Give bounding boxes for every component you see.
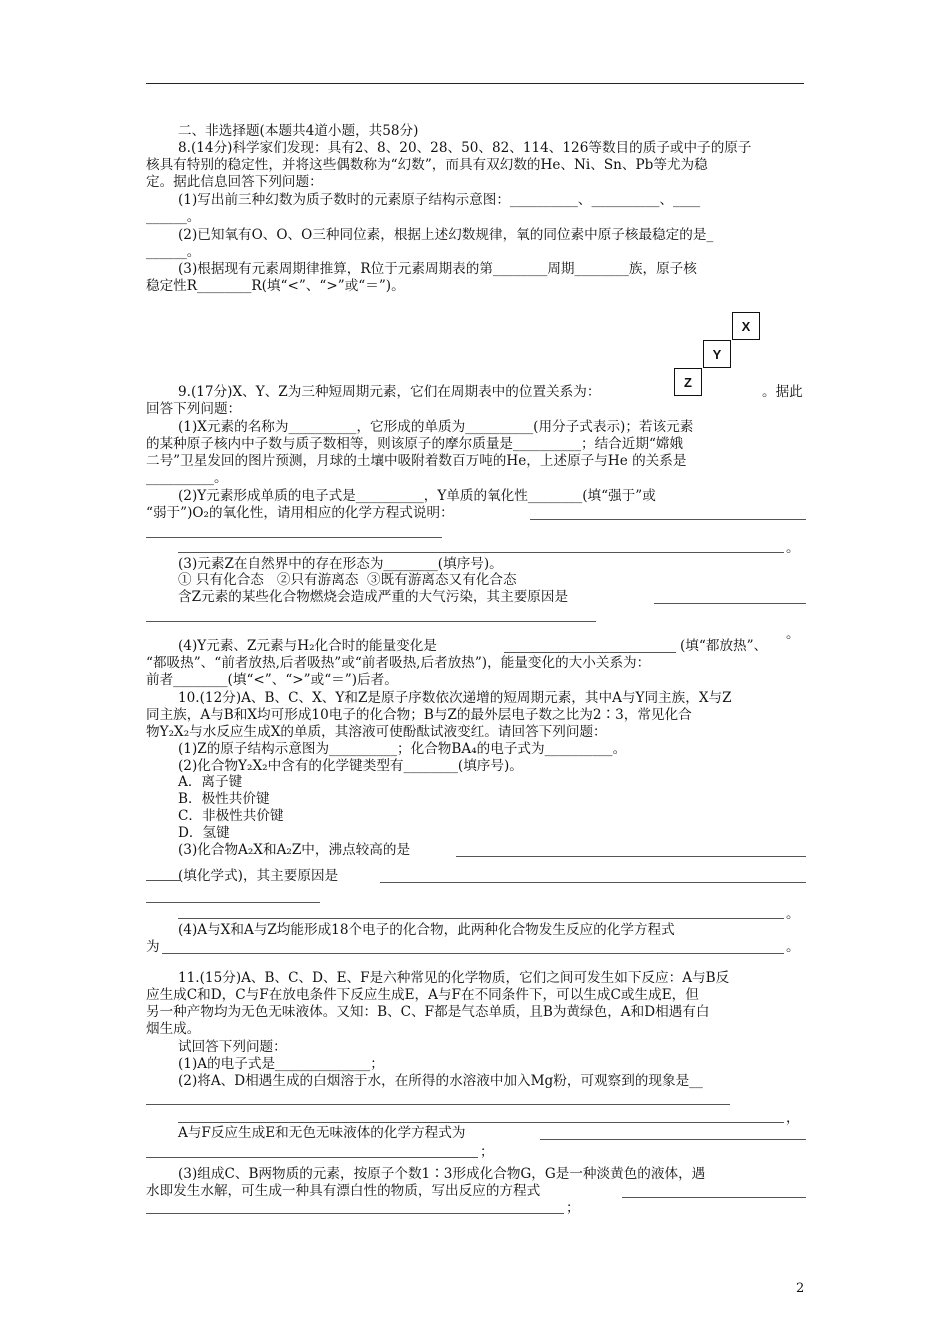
answer-line xyxy=(146,1213,564,1214)
answer-line xyxy=(146,1157,478,1158)
periodic-cell-z: Z xyxy=(674,368,702,396)
q9-part3: (3)元素Z在自然界中的存在形态为________(填序号)。 xyxy=(178,556,503,572)
answer-line xyxy=(146,621,596,622)
answer-line xyxy=(162,953,784,954)
q9-part1: (1)X元素的名称为__________，它形成的单质为__________(用分子式表示)；若该元素 xyxy=(178,419,694,435)
q10-part3: (填化学式)，其主要原因是 xyxy=(178,868,339,884)
q10-line: 同主族，A与B和X均可形成10电子的化合物；B与Z的最外层电子数之比为2∶3，常见化合 xyxy=(146,707,692,723)
q8-line: 核具有特别的稳定性，并将这些偶数称为“幻数”，而具有双幻数的He、Ni、Sn、Pb等尤为稳 xyxy=(146,157,708,173)
q10-part2: (2)化合物Y₂X₂中含有的化学键类型有________(填序号)。 xyxy=(178,758,523,774)
q9-part4: (填“都放热”、 xyxy=(680,638,768,654)
q8-part2: ______。 xyxy=(146,244,201,260)
q8-line: 定。据此信息回答下列问题： xyxy=(146,174,323,190)
header-rule xyxy=(146,83,804,84)
q10-part3-end: 。 xyxy=(786,906,800,922)
q10-part4-end: 。 xyxy=(786,939,800,955)
answer-line xyxy=(540,1139,806,1140)
q11-part3-semicolon: ； xyxy=(566,1200,580,1216)
q9-part1: __________。 xyxy=(146,470,228,486)
q9-part1: 二号”卫星发回的图片预测，月球的土壤中吸附着数百万吨的He，上述原子与He 的关系是 xyxy=(146,453,687,469)
q9-part3-end: 。 xyxy=(786,540,800,556)
q11-line: 烟生成。 xyxy=(146,1021,201,1037)
answer-line xyxy=(178,918,784,919)
periodic-cell-x: X xyxy=(732,312,760,340)
q11-part2: (2)将A、D相遇生成的白烟溶于水，在所得的水溶液中加入Mg粉，可观察到的现象是__ xyxy=(178,1073,703,1089)
q8-part1: (1)写出前三种幻数为质子数时的元素原子结构示意图：__________、__________、____ xyxy=(178,192,701,208)
periodic-cell-y: Y xyxy=(703,340,731,368)
q8-part2: (2)已知氧有O、O、O三种同位素，根据上述幻数规律，氧的同位素中原子核最稳定的是_ xyxy=(178,227,714,243)
q11-line: 11.(15分)A、B、C、D、E、F是六种常见的化学物质，它们之间可发生如下反应：A与B反 xyxy=(178,970,730,986)
q9-line: 9.(17分)X、Y、Z为三种短周期元素，它们在周期表中的位置关系为： xyxy=(178,384,601,400)
answer-line xyxy=(146,1104,730,1105)
q10-option-d: D．氢键 xyxy=(178,825,230,841)
section-title: 二、非选择题(本题共4道小题，共58分) xyxy=(178,123,419,139)
q8-part3: 稳定性R________R(填“<”、“>”或“＝”)。 xyxy=(146,278,405,294)
answer-line xyxy=(146,902,320,903)
q9-part2: “弱于”)O₂的氧化性，请用相应的化学方程式说明： xyxy=(146,505,454,521)
answer-line xyxy=(146,880,180,881)
q11-part3: (3)组成C、B两物质的元素，按原子个数1∶3形成化合物G，G是一种淡黄色的液体，遇 xyxy=(178,1166,706,1182)
answer-line xyxy=(380,882,806,883)
page-number: 2 xyxy=(796,1281,805,1296)
answer-line xyxy=(178,552,784,553)
q10-option-b: B．极性共价键 xyxy=(178,791,270,807)
q11-part3: 水即发生水解，可生成一种具有漂白性的物质，写出反应的方程式 xyxy=(146,1183,541,1199)
q11-part1: (1)A的电子式是______________； xyxy=(178,1056,384,1072)
q11-part2-comma: ， xyxy=(786,1110,800,1126)
q9-part3-options: ① 只有化合态 ②只有游离态 ③既有游离态又有化合态 xyxy=(178,572,517,588)
q9-part4: “都吸热”、“前者放热,后者吸热”或“前者吸热,后者放热”)，能量变化的大小关系为： xyxy=(146,655,651,671)
answer-line xyxy=(146,537,442,538)
q9-part3-end: 。 xyxy=(786,626,800,642)
q8-part1: ______。 xyxy=(146,209,201,225)
q10-part4: (4)A与X和A与Z均能形成18个电子的化合物，此两种化合物发生反应的化学方程式 xyxy=(178,922,675,938)
q11-part2: A与F反应生成E和无色无味液体的化学方程式为 xyxy=(178,1125,466,1141)
q11-line: 另一种产物均为无色无味液体。又知：B、C、F都是气态单质，且B为黄绿色，A和D相遇有白 xyxy=(146,1004,710,1020)
q11-part2-semicolon: ； xyxy=(480,1144,494,1160)
q9-part3: 含Z元素的某些化合物燃烧会造成严重的大气污染，其主要原因是 xyxy=(178,589,569,605)
q9-part4: (4)Y元素、Z元素与H₂化合时的能量变化是 xyxy=(178,638,437,654)
q10-line: 10.(12分)A、B、C、X、Y和Z是原子序数依次递增的短周期元素，其中A与Y同主族，X与Z xyxy=(178,690,732,706)
q9-part2: (2)Y元素形成单质的电子式是__________，Y单质的氧化性________(填“强于”或 xyxy=(178,488,656,504)
q8-part3: (3)根据现有元素周期律推算，R位于元素周期表的第________周期________族，原子核 xyxy=(178,261,697,277)
q9-part4: 前者________(填“<”、“>”或“＝”)后者。 xyxy=(146,672,398,688)
q9-line: 回答下列问题： xyxy=(146,401,242,417)
q10-part1: (1)Z的原子结构示意图为__________；化合物BA₄的电子式为__________。 xyxy=(178,741,627,757)
answer-line xyxy=(178,1122,784,1123)
q10-part4: 为 xyxy=(146,939,160,955)
answer-line xyxy=(530,519,806,520)
answer-line xyxy=(622,1197,806,1198)
q10-line: 物Y₂X₂与水反应生成X的单质，其溶液可使酚酞试液变红。请回答下列问题： xyxy=(146,724,607,740)
q10-option-c: C．非极性共价键 xyxy=(178,808,284,824)
q10-option-a: A．离子键 xyxy=(178,774,243,790)
answer-line xyxy=(504,652,676,653)
q8-line: 8.(14分)科学家们发现：具有2、8、20、28、50、82、114、126等数目的质子或中子的原子 xyxy=(178,140,752,156)
q11-line: 试回答下列问题： xyxy=(178,1039,287,1055)
q9-part1: 的某种原子核内中子数与质子数相等，则该原子的摩尔质量是__________；结合近期“嫦娥 xyxy=(146,436,684,452)
q9-line-end: 。据此 xyxy=(762,384,803,400)
q11-line: 应生成C和D，C与F在放电条件下反应生成E，A与F在不同条件下，可以生成C或生成E，但 xyxy=(146,987,699,1003)
answer-line xyxy=(456,856,806,857)
q10-part3: (3)化合物A₂X和A₂Z中，沸点较高的是 xyxy=(178,842,411,858)
answer-line xyxy=(654,603,806,604)
